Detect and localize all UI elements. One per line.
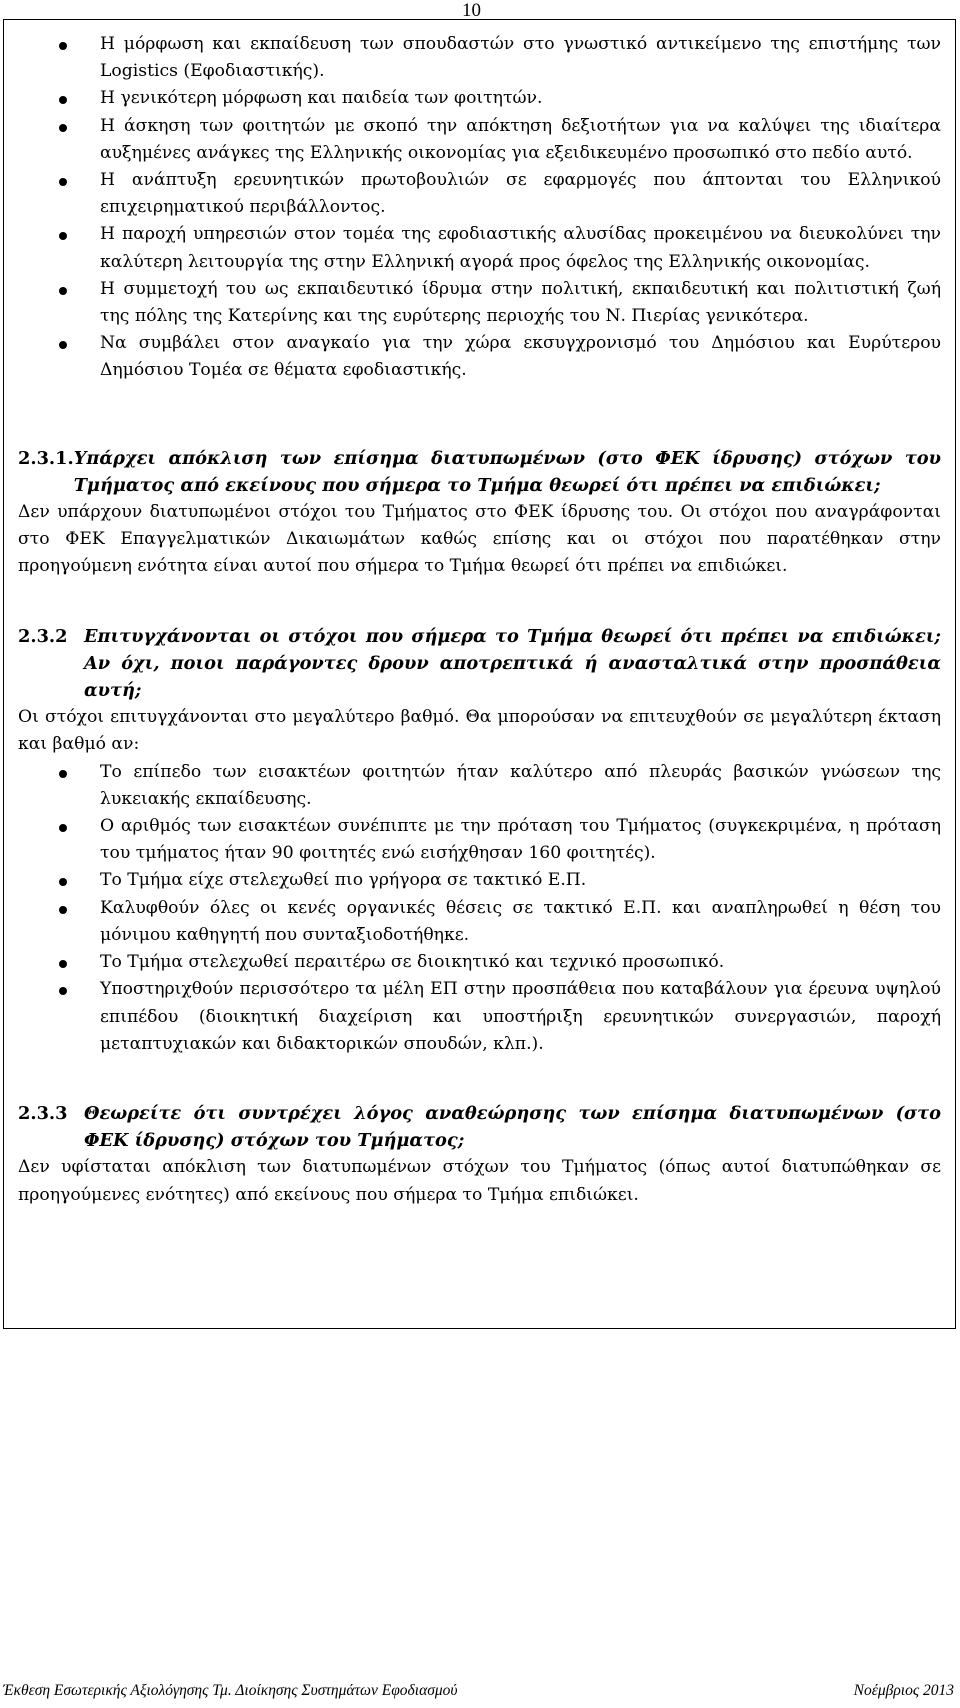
bullet-icon [59,987,67,995]
bullet-icon [59,232,67,240]
list-item-text: Η μόρφωση και εκπαίδευση των σπουδαστών στο γνωστικό αντικείμενο της επιστήμης των Logistics (Εφοδιαστικής). [100,34,941,82]
section-2-3-2 [18,623,941,1058]
list-item-text: Η συμμετοχή του ως εκπαιδευτικό ίδρυμα στην πολιτική, εκπαιδευτική και πολιτιστική ζωή της πόλης της Κατερίνης και της ευρύτερης περιοχής του Ν. Πιερίας γενικότερα. [100,278,941,327]
list-item-text: Να συμβάλει στον αναγκαίο για την χώρα εκσυγχρονισμό του Δημόσιου και Ευρύτερου Δημόσιου Τομέα σε θέματα εφοδιαστικής. [100,333,941,381]
bullet-icon [59,824,67,832]
section-2-3-3 [18,1100,941,1209]
bullet-icon [59,42,67,50]
list-item-text: Ο αριθμός των εισακτέων συνέπιπτε με την πρόταση του Τμήματος (συγκεκριμένα, η πρόταση του τμήματος ήταν 90 φοιτητές ενώ εισήχθησαν 160 φοιτητές). [100,816,941,864]
bullet-icon [59,878,67,886]
section-bullet-list [18,759,941,1058]
list-item [18,895,941,949]
list-item-text: Η ανάπτυξη ερευνητικών πρωτοβουλιών σε εφαρμογές που άπτονται του Ελληνικού επιχειρηματικού περιβάλλοντος. [100,170,941,218]
bullet-icon [59,341,67,349]
list-item [18,167,941,221]
page-number: 10 [462,0,481,21]
list-item-text: Το Τμήμα είχε στελεχωθεί πιο γρήγορα σε τακτικό Ε.Π. [100,870,587,891]
section-title: Υπάρχει απόκλιση των επίσημα διατυπωμένων (στο ΦΕΚ ίδρυσης) στόχων του Τμήματος από εκείνους που σήμερα το Τμήμα θεωρεί ότι πρέπει να επιδιώκει; [73,447,941,496]
list-item [18,813,941,867]
list-item [18,759,941,813]
section-title: Επιτυγχάνονται οι στόχοι που σήμερα το Τμήμα θεωρεί ότι πρέπει να επιδιώκει; Αν όχι, ποιοι παράγοντες δρουν αποτρεπτικά ή ανασταλτικά στην προσπάθεια αυτή; [84,625,941,702]
intro-bullet-list [18,31,941,385]
list-item-text: Η γενικότερη μόρφωση και παιδεία των φοιτητών. [100,88,543,109]
footer-title: Έκθεση Εσωτερικής Αξιολόγησης Τμ. Διοίκησης Συστημάτων Εφοδιασμού [3,1682,458,1699]
section-number: 2.3.2 [18,625,68,647]
list-item [18,221,941,275]
bullet-icon [59,178,67,186]
list-item [18,31,941,85]
content-box [3,19,956,1329]
footer-date: Νοέμβριος 2013 [853,1682,954,1699]
bullet-icon [59,96,67,104]
list-item-text: Καλυφθούν όλες οι κενές οργανικές θέσεις σε τακτικό Ε.Π. και αναπληρωθεί η θέση του μόνιμου καθηγητή που συνταξιοδοτήθηκε. [100,897,941,945]
list-item [18,867,941,894]
list-item-text: Υποστηριχθούν περισσότερο τα μέλη ΕΠ στην προσπάθεια που καταβάλουν για έρευνα υψηλού επιπέδου (διοικητική διαχείριση και υποστήριξη ερευνητικών συνεργασιών, παροχή μεταπτυχιακών και διδακτορικών σπουδών, κλπ.). [100,979,941,1054]
section-heading [18,445,941,499]
list-item [18,976,941,1058]
section-body: Οι στόχοι επιτυγχάνονται στο μεγαλύτερο βαθμό. Θα μπορούσαν να επιτευχθούν σε μεγαλύτερη έκταση και βαθμό αν: [18,707,941,755]
bullet-icon [59,906,67,914]
section-2-3-1 [18,445,941,581]
list-item [18,85,941,112]
list-item [18,949,941,976]
list-item [18,113,941,167]
list-item-text: Η παροχή υπηρεσιών στον τομέα της εφοδιαστικής αλυσίδας προκειμένου να διευκολύνει την καλύτερη λειτουργία της στην Ελληνική αγορά προς όφελος της Ελληνικής οικονομίας. [100,224,941,272]
section-body: Δεν υφίσταται απόκλιση των διατυπωμένων στόχων του Τμήματος (όπως αυτοί διατυπώθηκαν σε προηγούμενες ενότητες) από εκείνους που σήμερα το Τμήμα επιδιώκει. [18,1157,941,1205]
bullet-icon [59,960,67,968]
list-item [18,330,941,384]
list-item [18,276,941,330]
bullet-icon [59,124,67,132]
section-heading [18,623,941,705]
section-heading [18,1100,941,1154]
section-title: Θεωρείτε ότι συντρέχει λόγος αναθεώρησης των επίσημα διατυπωμένων (στο ΦΕΚ ίδρυσης) στόχων του Τμήματος; [84,1102,941,1152]
list-item-text: Το Τμήμα στελεχωθεί περαιτέρω σε διοικητικό και τεχνικό προσωπικό. [100,952,725,973]
bullet-icon [59,287,67,295]
list-item-text: Το επίπεδο των εισακτέων φοιτητών ήταν καλύτερο από πλευράς βασικών γνώσεων της λυκειακής εκπαίδευσης. [100,761,941,809]
list-item-text: Η άσκηση των φοιτητών με σκοπό την απόκτηση δεξιοτήτων για να καλύψει της ιδιαίτερα αυξημένες ανάγκες της Ελληνικής οικονομίας για εξειδικευμένο προσωπικό στο πεδίο αυτό. [100,115,941,163]
content-inner [18,31,941,1209]
bullet-icon [59,770,67,778]
section-body: Δεν υπάρχουν διατυπωμένοι στόχοι του Τμήματος στο ΦΕΚ ίδρυσης του. Οι στόχοι που αναγράφονται στο ΦΕΚ Επαγγελματικών Δικαιωμάτων καθώς επίσης και οι στόχοι που παρατέθηκαν στην προηγούμενη ενότητα είναι αυτοί που σήμερα το Τμήμα θεωρεί ότι πρέπει να επιδιώκει. [18,502,941,577]
section-number: 2.3.3 [18,1102,68,1124]
section-number: 2.3.1. [18,447,74,469]
